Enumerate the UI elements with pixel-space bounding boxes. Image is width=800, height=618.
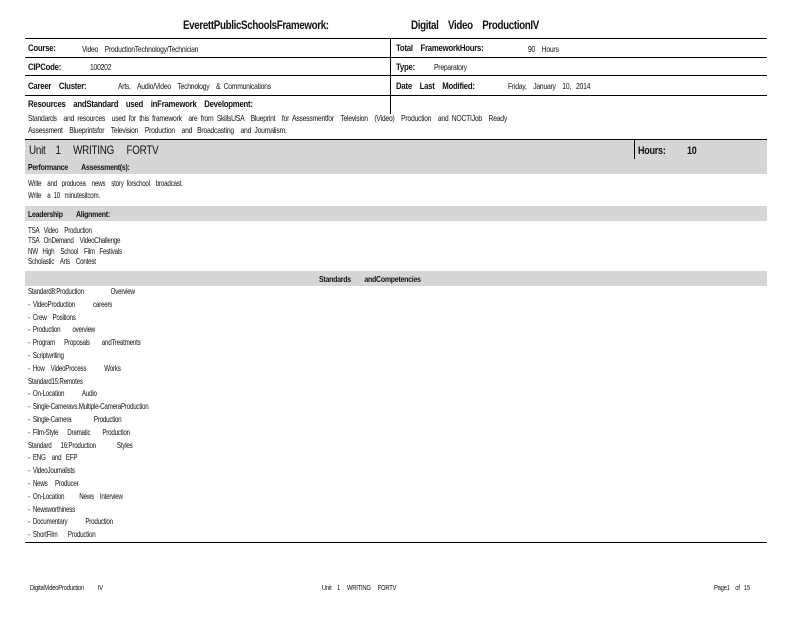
standards-list bbox=[28, 286, 148, 542]
competency-item: - Single-Camera Production bbox=[28, 414, 122, 424]
standards-heading: Standards andCompetencies bbox=[319, 274, 421, 284]
course-title: Digital Video ProductionIV bbox=[411, 20, 539, 32]
total-hours-value: 90 Hours bbox=[528, 44, 559, 54]
competency-item: - Crew Positions bbox=[28, 312, 76, 322]
unit-hours-label: Hours: bbox=[638, 145, 666, 157]
performance-line-2: Write a 10 minutesitcom. bbox=[28, 191, 100, 200]
competency-item: - On-Location News Interview bbox=[28, 491, 123, 501]
divider bbox=[25, 75, 767, 76]
career-cluster-label: Career Cluster: bbox=[28, 81, 87, 92]
standard-item: Standard15:Remotes bbox=[28, 376, 83, 386]
competency-item: - Documentary Production bbox=[28, 517, 113, 527]
divider bbox=[25, 57, 767, 58]
column-divider bbox=[390, 39, 391, 114]
competency-item: - Film-Style Dramatic Production bbox=[28, 427, 130, 437]
type-label: Type: bbox=[396, 62, 415, 73]
divider bbox=[25, 95, 767, 96]
standard-item: Standard 16:Production Styles bbox=[28, 440, 133, 450]
footer-unit: Unit 1 WRITING FORTV bbox=[322, 583, 397, 592]
standard-item: Standard8:Production Overview bbox=[28, 287, 135, 296]
footer-course: DigitalVideoProduction IV bbox=[30, 583, 103, 592]
leadership-line-3: NW High School Film Festivals bbox=[28, 247, 122, 256]
course-label: Course: bbox=[28, 43, 56, 54]
unit-hours-value: 10 bbox=[687, 145, 697, 157]
footer-page-number: Page1 of 15 bbox=[714, 583, 750, 592]
type-value: Preparatory bbox=[434, 62, 467, 72]
divider bbox=[25, 542, 767, 543]
cip-value: 100202 bbox=[90, 62, 112, 72]
hours-divider bbox=[634, 140, 635, 159]
resources-text-line-2: Assessment Blueprintsfor Television Production and Broadcasting and Journalism. bbox=[28, 125, 287, 135]
competency-item: - Production overview bbox=[28, 325, 96, 335]
competency-item: - Scriptwriting bbox=[28, 350, 64, 360]
framework-title: EverettPublicSchoolsFramework: bbox=[183, 20, 329, 32]
competency-item: - ENG and EFP bbox=[28, 453, 78, 463]
leadership-line-4: Scholastic Arts Contest bbox=[28, 257, 96, 266]
competency-item: - Program Proposals andTreatments bbox=[28, 338, 141, 348]
competency-item: - How VideoProcess Works bbox=[28, 363, 121, 373]
resources-label: Resources andStandard used inFramework Development: bbox=[28, 99, 253, 110]
cip-label: CIPCode: bbox=[28, 62, 62, 73]
competency-item: - VideoJournalists bbox=[28, 466, 75, 476]
total-hours-label: Total FrameworkHours: bbox=[396, 43, 484, 54]
unit-title: Unit 1 WRITING FORTV bbox=[29, 143, 159, 157]
career-cluster-value: Arts, Audio/Video Technology & Communications bbox=[118, 81, 271, 91]
course-value: Video ProductionTechnology/Technician bbox=[82, 44, 199, 54]
competency-item: - ShortFilm Production bbox=[28, 530, 96, 540]
competency-item: - VideoProduction careers bbox=[28, 299, 113, 309]
performance-assessment-label: Performance Assessment(s): bbox=[28, 162, 130, 172]
divider bbox=[25, 38, 767, 39]
competency-item: - Newsworthiness bbox=[28, 504, 76, 514]
competency-item: - News Producer bbox=[28, 478, 79, 488]
leadership-band bbox=[25, 206, 767, 221]
date-modified-label: Date Last Modified: bbox=[396, 81, 475, 92]
leadership-line-2: TSA OnDemand VideoChallenge bbox=[28, 236, 121, 245]
date-modified-value: Friday, January 10, 2014 bbox=[508, 81, 591, 91]
leadership-alignment-label: Leadership Alignment: bbox=[28, 209, 110, 219]
performance-line-1: Write and producea news story forschool broadcast. bbox=[28, 179, 183, 188]
leadership-line-1: TSA Video Production bbox=[28, 226, 92, 235]
competency-item: - On-Location Audio bbox=[28, 389, 97, 399]
competency-item: - Single-Cameravs.Multiple-CameraProduction bbox=[28, 402, 149, 412]
resources-text-line-1: Standards and resources used for this framework are from SkillsUSA Blueprint for Assessmentfor Television (Video) Production and NOCTIJob Ready bbox=[28, 113, 507, 123]
